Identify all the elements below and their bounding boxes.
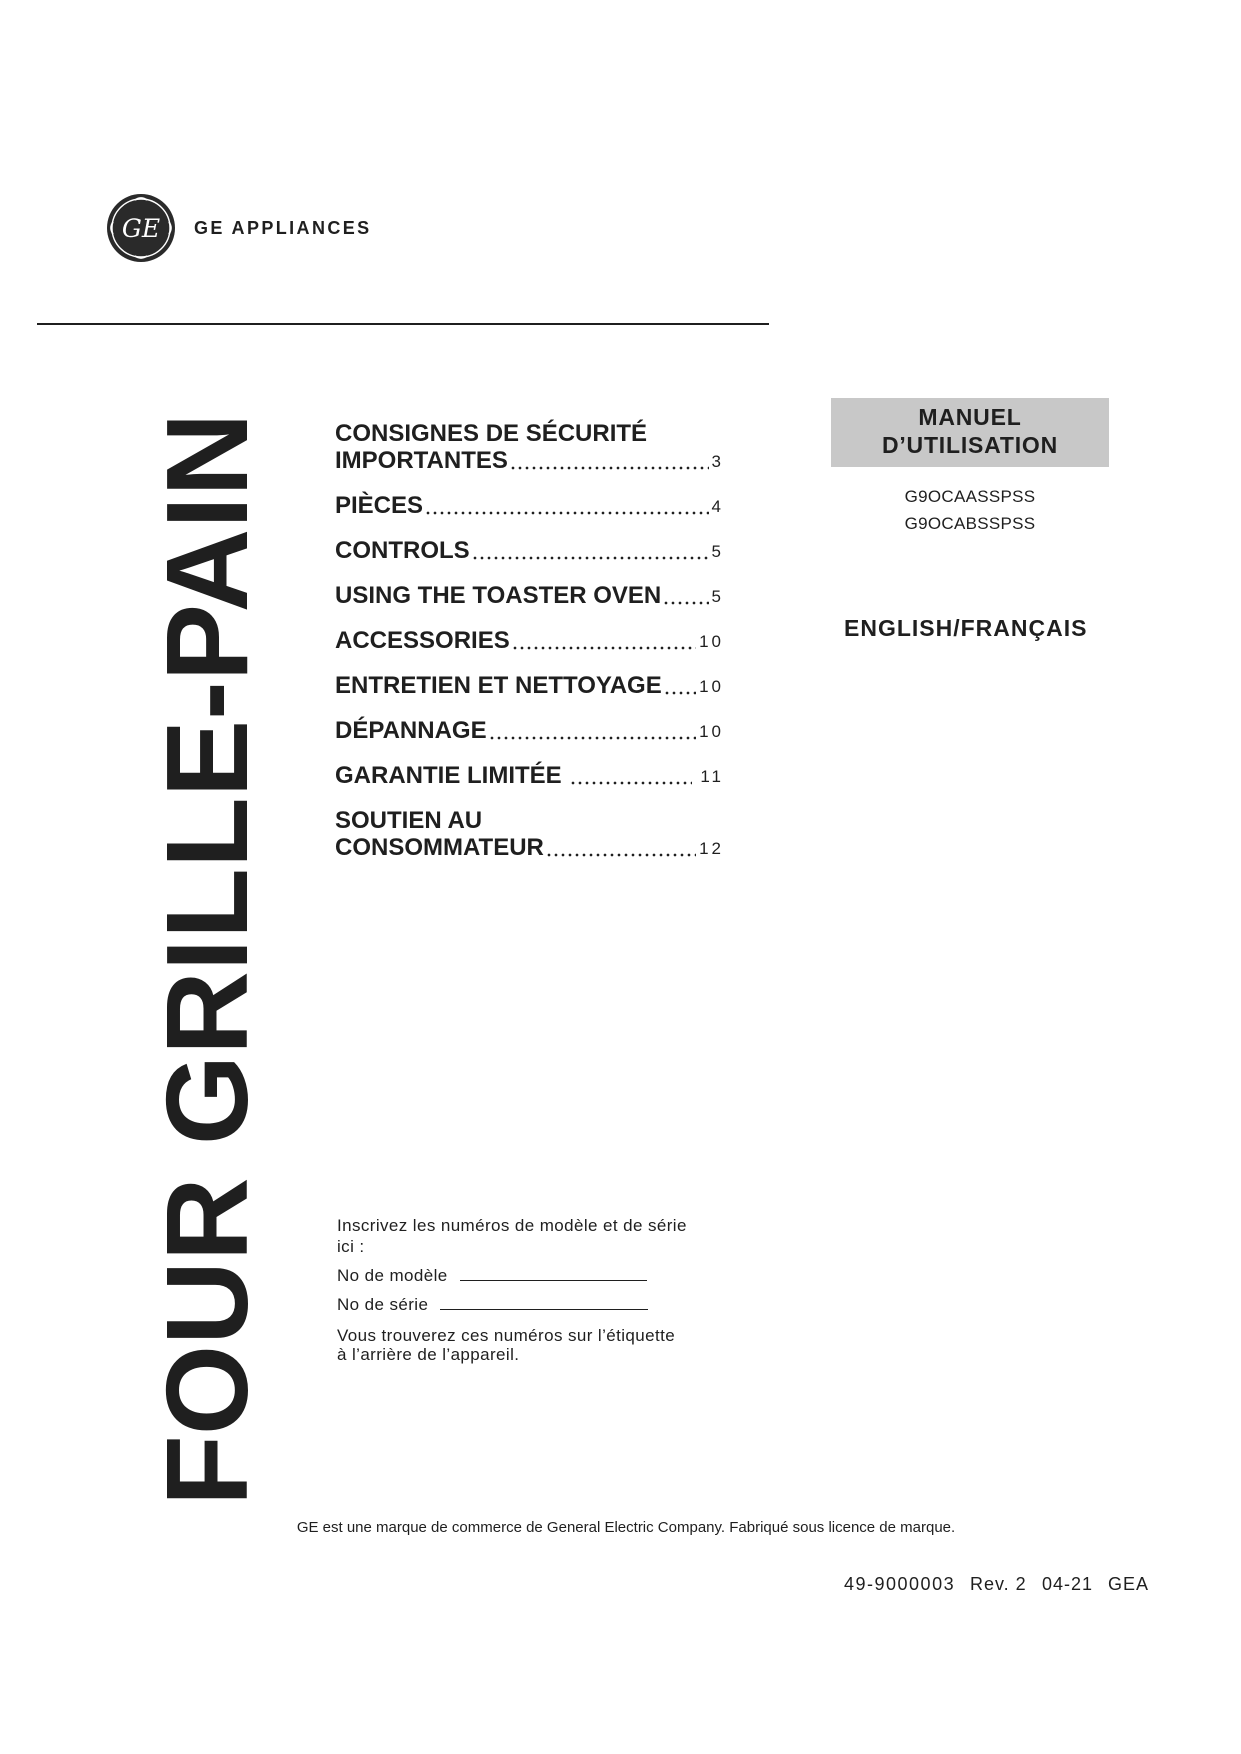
toc-row — [335, 447, 724, 474]
document-date: 04-21 — [1042, 1574, 1094, 1594]
owners-manual-label — [831, 398, 1109, 467]
model-number-field — [337, 1266, 647, 1286]
dot-leader — [512, 627, 696, 654]
toc-entry-title: USING THE TOASTER OVEN — [335, 582, 662, 609]
toc-row — [335, 762, 724, 789]
toc-entry-title: IMPORTANTES — [335, 447, 508, 474]
dot-leader — [489, 717, 697, 744]
dot-leader — [425, 492, 709, 519]
toc-entry — [335, 627, 724, 654]
record-instruction: ici : — [337, 1237, 365, 1256]
toc-page-number: 10 — [699, 677, 724, 696]
toc-row — [335, 582, 724, 609]
toc-page-number: 12 — [699, 839, 724, 858]
product-title: FOUR GRILLE-PAIN — [142, 412, 272, 1506]
toc-entry — [335, 717, 724, 744]
record-instruction: Inscrivez les numéros de modèle et de série — [337, 1216, 687, 1235]
manual-label-line: D’UTILISATION — [881, 432, 1059, 458]
dot-leader — [472, 537, 709, 564]
toc-entry — [335, 762, 724, 789]
table-of-contents — [335, 420, 724, 879]
toc-entry-title: CONTROLS — [335, 537, 470, 564]
toc-page-number: 3 — [711, 452, 724, 471]
toc-entry-title-line: CONSIGNES DE SÉCURITÉ — [335, 420, 648, 447]
model-number: G9OCABSSPSS — [904, 514, 1036, 533]
brand-name: GE APPLIANCES — [194, 218, 372, 238]
manual-label-line: MANUEL — [918, 404, 1022, 430]
record-note: Vous trouverez ces numéros sur l’étiquette — [337, 1326, 676, 1345]
toc-row — [335, 627, 724, 654]
toc-page-number: 11 — [700, 767, 724, 786]
document-revision: Rev. 2 — [970, 1574, 1027, 1594]
toc-row — [335, 717, 724, 744]
toc-entry — [335, 420, 724, 474]
toc-entry-title: GARANTIE LIMITÉE — [335, 762, 562, 789]
toc-entry-title: ACCESSORIES — [335, 627, 510, 654]
toc-entry — [335, 807, 724, 861]
toc-entry-title: PIÈCES — [335, 492, 424, 519]
toc-page-number: 5 — [711, 542, 724, 561]
languages-label: ENGLISH/FRANÇAIS — [844, 615, 1088, 641]
document-number: 49-9000003 — [844, 1574, 956, 1594]
toc-entry — [335, 582, 724, 609]
toc-entry-title-line: SOUTIEN AU — [335, 807, 483, 834]
dot-leader — [663, 582, 708, 609]
toc-entry — [335, 537, 724, 564]
dot-leader — [570, 762, 693, 789]
toc-entry — [335, 672, 724, 699]
toc-page-number: 10 — [699, 632, 724, 651]
toc-page-number: 4 — [711, 497, 724, 516]
toc-entry-title: DÉPANNAGE — [335, 717, 487, 744]
serial-number-field — [337, 1295, 648, 1315]
toc-row — [335, 672, 724, 699]
toc-entry-title: CONSOMMATEUR — [335, 834, 544, 861]
dot-leader — [664, 672, 696, 699]
toc-entry-title: ENTRETIEN ET NETTOYAGE — [335, 672, 662, 699]
toc-page-number: 5 — [711, 587, 724, 606]
dot-leader — [546, 834, 696, 861]
toc-row — [335, 537, 724, 564]
logo-monogram: GE — [121, 214, 161, 243]
toc-entry — [335, 492, 724, 519]
dot-leader — [510, 447, 709, 474]
ge-logo-icon — [106, 193, 176, 263]
trademark-notice: GE est une marque de commerce de General Electric Company. Fabriqué sous licence de marque. — [296, 1519, 956, 1536]
model-number-label: No de modèle — [337, 1266, 448, 1285]
toc-row — [335, 834, 724, 861]
model-number: G9OCAASSPSS — [904, 487, 1036, 506]
model-number-blank — [460, 1266, 647, 1281]
model-list — [831, 483, 1109, 537]
document-code: GEA — [1108, 1574, 1150, 1594]
serial-number-blank — [440, 1295, 648, 1310]
toc-page-number: 10 — [699, 722, 724, 741]
serial-number-label: No de série — [337, 1295, 429, 1314]
toc-row — [335, 492, 724, 519]
record-note: à l’arrière de l’appareil. — [337, 1345, 520, 1364]
header-divider — [37, 323, 769, 325]
